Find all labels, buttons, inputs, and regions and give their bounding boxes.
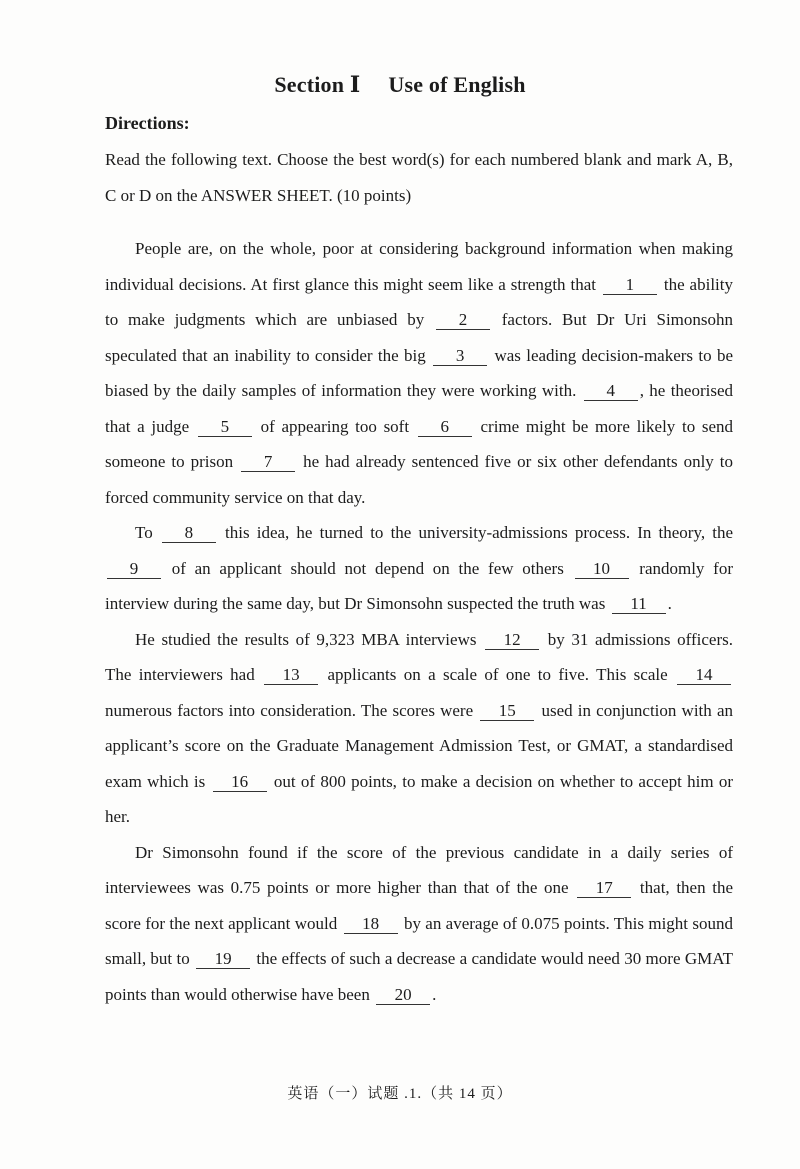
blank-8: 8 <box>162 524 216 543</box>
paragraph-4: Dr Simonsohn found if the score of the previous candidate in a daily series of interviewees was 0.75 points or more higher than that of the one 17 that, then the score for the next applicant would 18 by an average of 0.075 points. This might sound small, but to 19 the effects of such a decrease a candidate would need 30 more GMAT points than would otherwise have been 20 . <box>105 842 734 1004</box>
blank-9: 9 <box>107 560 161 579</box>
blank-1: 1 <box>603 276 657 295</box>
blank-12: 12 <box>485 631 539 650</box>
section-title <box>0 72 800 98</box>
blank-11: 11 <box>612 595 666 614</box>
directions-text: Read the following text. Choose the best word(s) for each numbered blank and mark A, B, C or D on the ANSWER SHEET. (10 points) <box>105 150 733 205</box>
paragraph-1: People are, on the whole, poor at considering background information when making individual decisions. At first glance this might seem like a strength that 1 the ability to make judgments which are unbiased by 2 factors. But Dr Uri Simonsohn speculated that an inability to consider the big 3 was leading decision-makers to be biased by the daily samples of information they were working with. 4 , he theorised that a judge 5 of appearing too soft 6 crime might be more likely to send someone to prison 7 he had already sentenced five or six other defendants only to forced community service on that day. <box>105 239 734 507</box>
directions-heading: Directions: <box>105 113 190 133</box>
blank-16: 16 <box>213 773 267 792</box>
blank-18: 18 <box>344 915 398 934</box>
section-name: Use of English <box>388 72 526 97</box>
blank-13: 13 <box>264 666 318 685</box>
blank-6: 6 <box>418 418 472 437</box>
section-number: Section Ⅰ <box>274 72 361 97</box>
blank-2: 2 <box>436 311 490 330</box>
blank-17: 17 <box>577 879 631 898</box>
blank-10: 10 <box>575 560 629 579</box>
blank-5: 5 <box>198 418 252 437</box>
page-footer: 英语（一）试题 .1.（共 14 页） <box>287 1086 513 1102</box>
blank-14: 14 <box>677 666 731 685</box>
blank-15: 15 <box>480 702 534 721</box>
directions-block <box>105 142 733 213</box>
blank-4: 4 <box>584 382 638 401</box>
blank-3: 3 <box>433 347 487 366</box>
blank-19: 19 <box>196 950 250 969</box>
passage <box>105 231 733 1012</box>
paragraph-3: He studied the results of 9,323 MBA interviews 12 by 31 admissions officers. The interviewers had 13 applicants on a scale of one to five. This scale 14 numerous factors into consideration. The scores were 15 used in conjunction with an applicant’s score on the Graduate Management Admission Test, or GMAT, a standardised exam which is 16 out of 800 points, to make a decision on whether to accept him or her. <box>105 629 734 826</box>
blank-20: 20 <box>376 986 430 1005</box>
paragraph-2: To 8 this idea, he turned to the university-admissions process. In theory, the 9 of an applicant should not depend on the few others 10 randomly for interview during the same day, but Dr Simonsohn suspected the truth was 11 . <box>105 523 734 613</box>
blank-7: 7 <box>241 453 295 472</box>
